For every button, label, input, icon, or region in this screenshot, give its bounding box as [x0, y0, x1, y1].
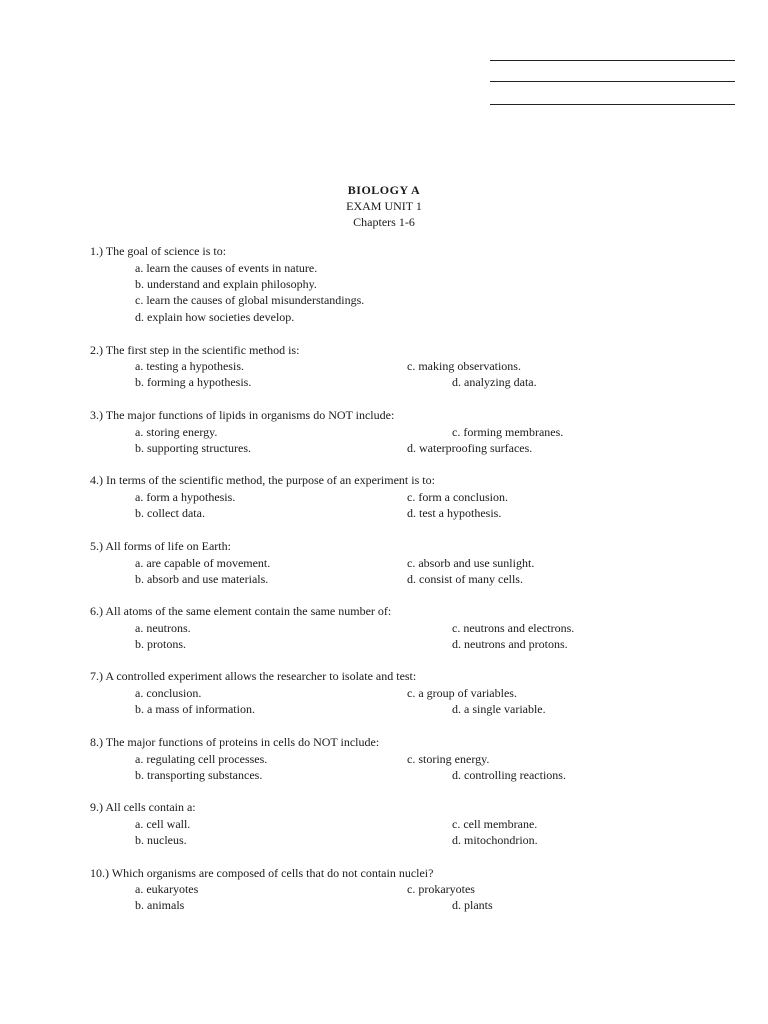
date-line[interactable] — [490, 81, 735, 82]
question-10 — [90, 865, 710, 912]
question-stem: 8.) The major functions of proteins in cells do NOT include: — [90, 735, 380, 749]
option-c[interactable]: c. prokaryotes — [407, 882, 475, 896]
option-a[interactable]: a. eukaryotes — [135, 882, 199, 896]
question-4 — [90, 472, 710, 520]
question-9 — [90, 799, 710, 847]
question-6 — [90, 603, 710, 651]
option-d[interactable]: d. a single variable. — [452, 702, 546, 716]
option-a[interactable]: a. testing a hypothesis. — [135, 359, 244, 373]
question-8 — [90, 734, 710, 782]
question-stem: 7.) A controlled experiment allows the researcher to isolate and test: — [90, 669, 417, 683]
option-b[interactable]: b. nucleus. — [135, 833, 187, 847]
question-stem: 5.) All forms of life on Earth: — [90, 539, 231, 553]
option-d[interactable]: d. analyzing data. — [452, 375, 537, 389]
option-d[interactable]: d. neutrons and protons. — [452, 637, 568, 651]
option-b[interactable]: b. transporting substances. — [135, 768, 263, 782]
option-c[interactable]: c. storing energy. — [407, 752, 490, 766]
option-a[interactable]: a. conclusion. — [135, 686, 202, 700]
option-c[interactable]: c. cell membrane. — [452, 817, 538, 831]
option-d[interactable]: d. consist of many cells. — [407, 572, 523, 586]
name-line[interactable] — [490, 60, 735, 61]
question-3 — [90, 407, 710, 455]
option-c[interactable]: c. absorb and use sunlight. — [407, 556, 535, 570]
option-b[interactable]: b. forming a hypothesis. — [135, 375, 252, 389]
exam-subtitle: EXAM UNIT 1 — [346, 199, 422, 213]
exam-title: BIOLOGY A — [347, 183, 421, 197]
option-a[interactable]: a. neutrons. — [135, 621, 191, 635]
option-b[interactable]: b. collect data. — [135, 506, 205, 520]
option-a[interactable]: a. cell wall. — [135, 817, 191, 831]
option-c[interactable]: c. a group of variables. — [407, 686, 517, 700]
question-stem: 3.) The major functions of lipids in organisms do NOT include: — [90, 408, 395, 422]
question-stem: 10.) Which organisms are composed of cells that do not contain nuclei? — [90, 866, 434, 880]
option-a[interactable]: a. learn the causes of events in nature. — [135, 261, 318, 275]
exam-chapters: Chapters 1-6 — [353, 215, 415, 229]
question-2 — [90, 342, 710, 389]
option-c[interactable]: c. making observations. — [407, 359, 521, 373]
option-d[interactable]: d. mitochondrion. — [452, 833, 538, 847]
option-d[interactable]: d. waterproofing surfaces. — [407, 441, 533, 455]
question-stem: 9.) All cells contain a: — [90, 800, 196, 814]
question-5 — [90, 538, 710, 586]
option-a[interactable]: a. are capable of movement. — [135, 556, 271, 570]
option-b[interactable]: b. protons. — [135, 637, 186, 651]
option-c[interactable]: c. learn the causes of global misunderstandings. — [135, 293, 365, 307]
option-c[interactable]: c. forming membranes. — [452, 425, 564, 439]
question-stem: 2.) The first step in the scientific method is: — [90, 343, 300, 357]
question-stem: 1.) The goal of science is to: — [90, 244, 227, 258]
option-c[interactable]: c. form a conclusion. — [407, 490, 508, 504]
question-stem: 6.) All atoms of the same element contain the same number of: — [90, 604, 392, 618]
option-a[interactable]: a. form a hypothesis. — [135, 490, 236, 504]
option-b[interactable]: b. supporting structures. — [135, 441, 251, 455]
option-a[interactable]: a. regulating cell processes. — [135, 752, 268, 766]
option-c[interactable]: c. neutrons and electrons. — [452, 621, 575, 635]
option-b[interactable]: b. animals — [135, 898, 185, 912]
question-stem: 4.) In terms of the scientific method, the purpose of an experiment is to: — [90, 473, 435, 487]
option-a[interactable]: a. storing energy. — [135, 425, 218, 439]
option-b[interactable]: b. understand and explain philosophy. — [135, 277, 317, 291]
option-b[interactable]: b. absorb and use materials. — [135, 572, 269, 586]
period-line[interactable] — [490, 104, 735, 105]
option-d[interactable]: d. controlling reactions. — [452, 768, 566, 782]
option-d[interactable]: d. test a hypothesis. — [407, 506, 502, 520]
question-1 — [90, 243, 710, 324]
option-b[interactable]: b. a mass of information. — [135, 702, 255, 716]
option-d[interactable]: d. explain how societies develop. — [135, 310, 295, 324]
exam-header — [0, 182, 768, 230]
option-d[interactable]: d. plants — [452, 898, 493, 912]
question-7 — [90, 668, 710, 716]
